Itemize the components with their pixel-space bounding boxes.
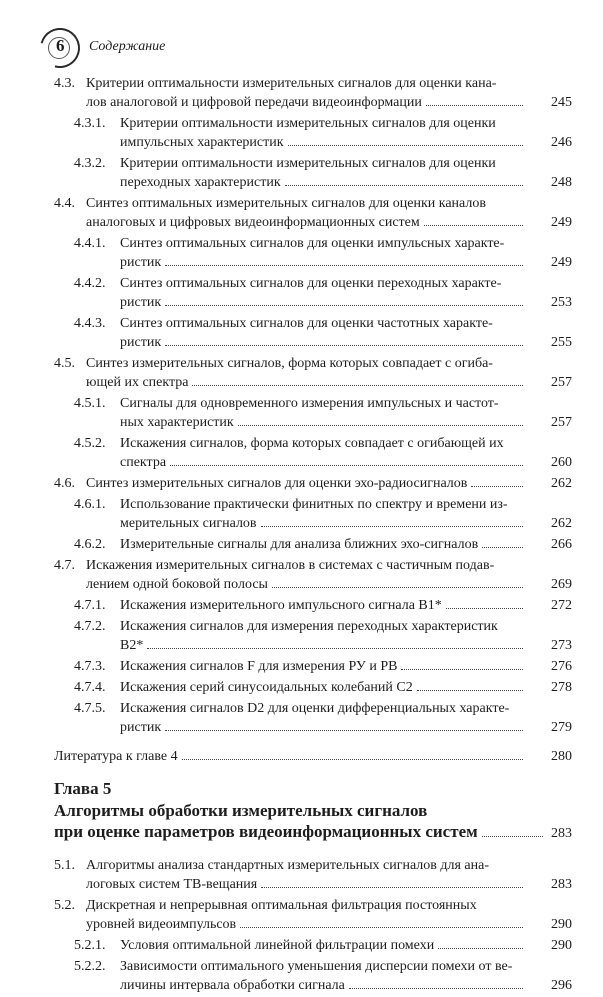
toc-entry-title	[86, 354, 572, 392]
dot-leader	[261, 526, 523, 527]
toc-entry-number: 4.5.2.	[74, 436, 106, 451]
toc-entry[interactable]	[54, 657, 572, 676]
toc-entry-line: Алгоритмы анализа стандартных измерительных сигналов для ана-	[86, 858, 490, 873]
toc-entry-page-number: 248	[551, 175, 572, 190]
toc-entry-line: аналоговых и цифровых видеоинформационных систем	[86, 215, 420, 230]
toc-entry-line: Синтез измерительных сигналов для оценки эхо-радиосигналов	[86, 476, 468, 491]
toc-entry-line: ристик	[120, 295, 162, 310]
toc-entry-last-line	[120, 413, 527, 432]
toc-entry-line: уровней видеоимпульсов	[86, 917, 237, 932]
toc-entry[interactable]	[54, 596, 572, 615]
toc-entry-last-line	[120, 976, 527, 995]
dot-leader	[182, 759, 523, 760]
toc-entry-number: 4.5.	[54, 356, 75, 371]
dot-leader	[424, 225, 523, 226]
toc-entry-line: Синтез оптимальных сигналов для оценки импульсных характе-	[120, 236, 505, 251]
toc-list-chapter-4	[54, 74, 572, 766]
toc-entry-page-number: 255	[551, 335, 572, 350]
chapter-page-number: 283	[551, 826, 572, 841]
toc-entry-line: личины интервала обработки сигнала	[120, 978, 345, 993]
toc-entry-last-line	[54, 747, 527, 766]
toc-entry-last-line	[120, 293, 527, 312]
toc-entry-last-line	[120, 535, 527, 554]
toc-entry-line: ристик	[120, 720, 162, 735]
toc-entry-line: Дискретная и непрерывная оптимальная фильтрация постоянных	[86, 898, 477, 913]
toc-entry-page-number: 249	[551, 215, 572, 230]
toc-entry[interactable]	[54, 474, 572, 493]
toc-entry-page-number: 280	[551, 749, 572, 764]
toc-entry-page-number: 262	[551, 516, 572, 531]
toc-entry-page-number: 290	[551, 938, 572, 953]
toc-entry-number: 4.7.	[54, 558, 75, 573]
toc-entry-page-number: 279	[551, 720, 572, 735]
toc-entry-number: 4.7.2.	[74, 619, 106, 634]
toc-entry-line: ристик	[120, 255, 162, 270]
page-header	[0, 0, 603, 70]
toc-entry-page-number: 253	[551, 295, 572, 310]
toc-entry-number: 4.7.1.	[74, 598, 106, 613]
toc-entry-number: 4.3.2.	[74, 156, 106, 171]
dot-leader	[272, 587, 523, 588]
toc-entry-line: ных характеристик	[120, 415, 234, 430]
dot-leader	[438, 948, 523, 949]
toc-entry-title	[120, 699, 572, 737]
dot-leader	[285, 185, 523, 186]
toc-entry[interactable]	[54, 495, 572, 533]
toc-entry-line: спектра	[120, 455, 167, 470]
toc-entry-line: переходных характеристик	[120, 175, 281, 190]
toc-entry-last-line	[86, 474, 527, 493]
toc-entry-title	[120, 936, 572, 955]
toc-entry-title	[120, 234, 572, 272]
table-of-contents	[54, 74, 572, 997]
toc-entry-title	[120, 154, 572, 192]
toc-entry-title	[120, 274, 572, 312]
toc-entry-title	[120, 957, 572, 995]
toc-entry[interactable]	[54, 234, 572, 272]
toc-entry-number: 5.1.	[54, 858, 75, 873]
page-number: 6	[56, 36, 65, 55]
toc-entry-number: 4.7.5.	[74, 701, 106, 716]
toc-entry-line: Искажения сигналов, форма которых совпадает с огибающей их	[120, 436, 504, 451]
toc-entry-last-line	[86, 575, 527, 594]
toc-entry-line: Использование практически финитных по спектру и времени из-	[120, 497, 508, 512]
toc-entry-last-line	[120, 253, 527, 272]
toc-entry-line: Искажения измерительного импульсного сигнала B1*	[120, 598, 442, 613]
toc-entry[interactable]	[54, 354, 572, 392]
toc-entry-page-number: 273	[551, 638, 572, 653]
toc-entry-last-line	[120, 657, 527, 676]
toc-entry[interactable]	[54, 194, 572, 232]
toc-entry-line: ющей их спектра	[86, 375, 189, 390]
toc-entry-line: Измерительные сигналы для анализа ближних эхо-сигналов	[120, 537, 479, 552]
toc-entry-number: 4.4.	[54, 196, 75, 211]
toc-entry-page-number: 262	[551, 476, 572, 491]
dot-leader	[261, 887, 523, 888]
toc-entry-title	[120, 657, 572, 676]
toc-entry[interactable]	[54, 434, 572, 472]
toc-entry-title	[120, 314, 572, 352]
toc-entry[interactable]	[54, 896, 572, 934]
dot-leader	[165, 730, 523, 731]
toc-entry[interactable]	[54, 617, 572, 655]
toc-entry-number: 5.2.1.	[74, 938, 106, 953]
toc-entry-title	[86, 74, 572, 112]
toc-entry-title	[120, 114, 572, 152]
dot-leader	[288, 145, 523, 146]
toc-entry-line: Зависимости оптимального уменьшения дисперсии помехи от ве-	[120, 959, 513, 974]
dot-leader	[192, 385, 523, 386]
toc-entry[interactable]	[54, 154, 572, 192]
toc-entry[interactable]	[54, 74, 572, 112]
toc-entry-last-line	[120, 333, 527, 352]
toc-entry-line: B2*	[120, 638, 144, 653]
toc-entry-line: Синтез оптимальных измерительных сигналов для оценки каналов	[86, 196, 486, 211]
dot-leader	[165, 305, 523, 306]
toc-entry[interactable]	[54, 274, 572, 312]
toc-entry-last-line	[120, 636, 527, 655]
toc-entry-number: 4.4.3.	[74, 316, 106, 331]
toc-entry-number: 4.7.3.	[74, 659, 106, 674]
toc-entry-page-number: 266	[551, 537, 572, 552]
toc-entry-line: Условия оптимальной линейной фильтрации помехи	[120, 938, 435, 953]
toc-entry-title	[120, 434, 572, 472]
toc-entry-title	[54, 747, 572, 766]
toc-entry-line: Синтез оптимальных сигналов для оценки переходных характе-	[120, 276, 502, 291]
toc-entry-last-line	[120, 133, 527, 152]
chapter-title-line: Алгоритмы обработки измерительных сигналов	[54, 801, 428, 820]
toc-entry-page-number: 249	[551, 255, 572, 270]
dot-leader	[482, 836, 543, 837]
toc-entry-line: мерительных сигналов	[120, 516, 257, 531]
toc-entry-title	[120, 535, 572, 554]
toc-entry[interactable]	[54, 556, 572, 594]
chapter-label: Глава 5	[54, 779, 112, 798]
toc-entry[interactable]	[54, 699, 572, 737]
toc-entry-page-number: 276	[551, 659, 572, 674]
toc-entry[interactable]	[54, 747, 572, 766]
dot-leader	[401, 669, 523, 670]
toc-entry-line: Синтез измерительных сигналов, форма которых совпадает с огиба-	[86, 356, 493, 371]
chapter-heading[interactable]	[54, 778, 572, 844]
toc-entry-number: 4.4.1.	[74, 236, 106, 251]
toc-entry-page-number: 290	[551, 917, 572, 932]
running-title: Содержание	[89, 39, 166, 54]
toc-entry[interactable]	[54, 957, 572, 995]
toc-entry-number: 4.5.1.	[74, 396, 106, 411]
toc-entry-last-line	[86, 875, 527, 894]
dot-leader	[446, 608, 523, 609]
dot-leader	[238, 425, 523, 426]
toc-entry-line: Критерии оптимальности измерительных сигналов для оценки кана-	[86, 76, 497, 91]
toc-entry-page-number: 272	[551, 598, 572, 613]
toc-entry-last-line	[86, 93, 527, 112]
toc-entry[interactable]	[54, 394, 572, 432]
toc-entry-last-line	[86, 213, 527, 232]
dot-leader	[240, 927, 523, 928]
toc-entry-line: ристик	[120, 335, 162, 350]
toc-entry-page-number: 283	[551, 877, 572, 892]
toc-entry-line: логовых систем ТВ-вещания	[86, 877, 258, 892]
toc-entry-line: Литература к главе 4	[54, 749, 178, 764]
toc-list-chapter-5	[54, 856, 572, 995]
chapter-title-line: при оценке параметров видеоинформационных систем	[54, 822, 478, 841]
toc-entry-line: Искажения сигналов D2 для оценки дифференциальных характе-	[120, 701, 510, 716]
toc-entry-line: Искажения измерительных сигналов в системах с частичным подав-	[86, 558, 495, 573]
dot-leader	[349, 988, 523, 989]
toc-entry[interactable]	[54, 678, 572, 697]
toc-entry-number: 5.2.	[54, 898, 75, 913]
dot-leader	[426, 105, 523, 106]
dot-leader	[417, 690, 523, 691]
dot-leader	[482, 547, 523, 548]
toc-entry-page-number: 278	[551, 680, 572, 695]
toc-entry-number: 4.4.2.	[74, 276, 106, 291]
toc-entry-last-line	[120, 936, 527, 955]
toc-entry-last-line	[120, 453, 527, 472]
toc-entry-title	[86, 556, 572, 594]
dot-leader	[147, 648, 523, 649]
toc-entry-page-number: 245	[551, 95, 572, 110]
toc-entry-last-line	[120, 514, 527, 533]
toc-entry-page-number: 260	[551, 455, 572, 470]
toc-entry-last-line	[86, 373, 527, 392]
toc-entry-title	[120, 495, 572, 533]
chapter-title-last-line	[54, 821, 572, 844]
toc-entry-title	[120, 596, 572, 615]
dot-leader	[471, 486, 523, 487]
toc-entry-number: 4.6.	[54, 476, 75, 491]
dot-leader	[165, 345, 523, 346]
toc-entry-page-number: 296	[551, 978, 572, 993]
toc-entry-title	[86, 474, 572, 493]
toc-entry[interactable]	[54, 114, 572, 152]
toc-entry-title	[120, 394, 572, 432]
toc-entry-line: Искажения сигналов для измерения переходных характеристик	[120, 619, 498, 634]
toc-entry-number: 4.6.2.	[74, 537, 106, 552]
toc-entry-line: лением одной боковой полосы	[86, 577, 268, 592]
toc-entry[interactable]	[54, 314, 572, 352]
toc-entry[interactable]	[54, 535, 572, 554]
toc-entry-last-line	[86, 915, 527, 934]
toc-entry-title	[86, 194, 572, 232]
toc-entry-title	[86, 856, 572, 894]
toc-entry-title	[120, 678, 572, 697]
toc-entry-line: импульсных характеристик	[120, 135, 284, 150]
toc-entry-page-number: 269	[551, 577, 572, 592]
toc-entry-line: Искажения сигналов F для измерения РУ и РВ	[120, 659, 398, 674]
toc-entry-last-line	[120, 718, 527, 737]
toc-entry-line: Критерии оптимальности измерительных сигналов для оценки	[120, 156, 496, 171]
toc-entry-number: 4.6.1.	[74, 497, 106, 512]
toc-entry-number: 5.2.2.	[74, 959, 106, 974]
toc-entry-page-number: 246	[551, 135, 572, 150]
toc-entry-last-line	[120, 596, 527, 615]
toc-entry-line: лов аналоговой и цифровой передачи видеоинформации	[86, 95, 422, 110]
toc-entry-line: Критерии оптимальности измерительных сигналов для оценки	[120, 116, 496, 131]
toc-entry-title	[86, 896, 572, 934]
toc-entry-title	[120, 617, 572, 655]
toc-entry-line: Искажения серий синусоидальных колебаний С2	[120, 680, 413, 695]
toc-entry-line: Синтез оптимальных сигналов для оценки частотных характе-	[120, 316, 493, 331]
toc-entry[interactable]	[54, 856, 572, 894]
toc-entry-number: 4.3.	[54, 76, 75, 91]
toc-entry-number: 4.3.1.	[74, 116, 106, 131]
dot-leader	[165, 265, 523, 266]
toc-entry-line: Сигналы для одновременного измерения импульсных и частот-	[120, 396, 499, 411]
toc-entry-page-number: 257	[551, 375, 572, 390]
toc-entry-last-line	[120, 678, 527, 697]
toc-entry-last-line	[120, 173, 527, 192]
toc-entry[interactable]	[54, 936, 572, 955]
toc-entry-number: 4.7.4.	[74, 680, 106, 695]
dot-leader	[170, 465, 523, 466]
toc-entry-page-number: 257	[551, 415, 572, 430]
